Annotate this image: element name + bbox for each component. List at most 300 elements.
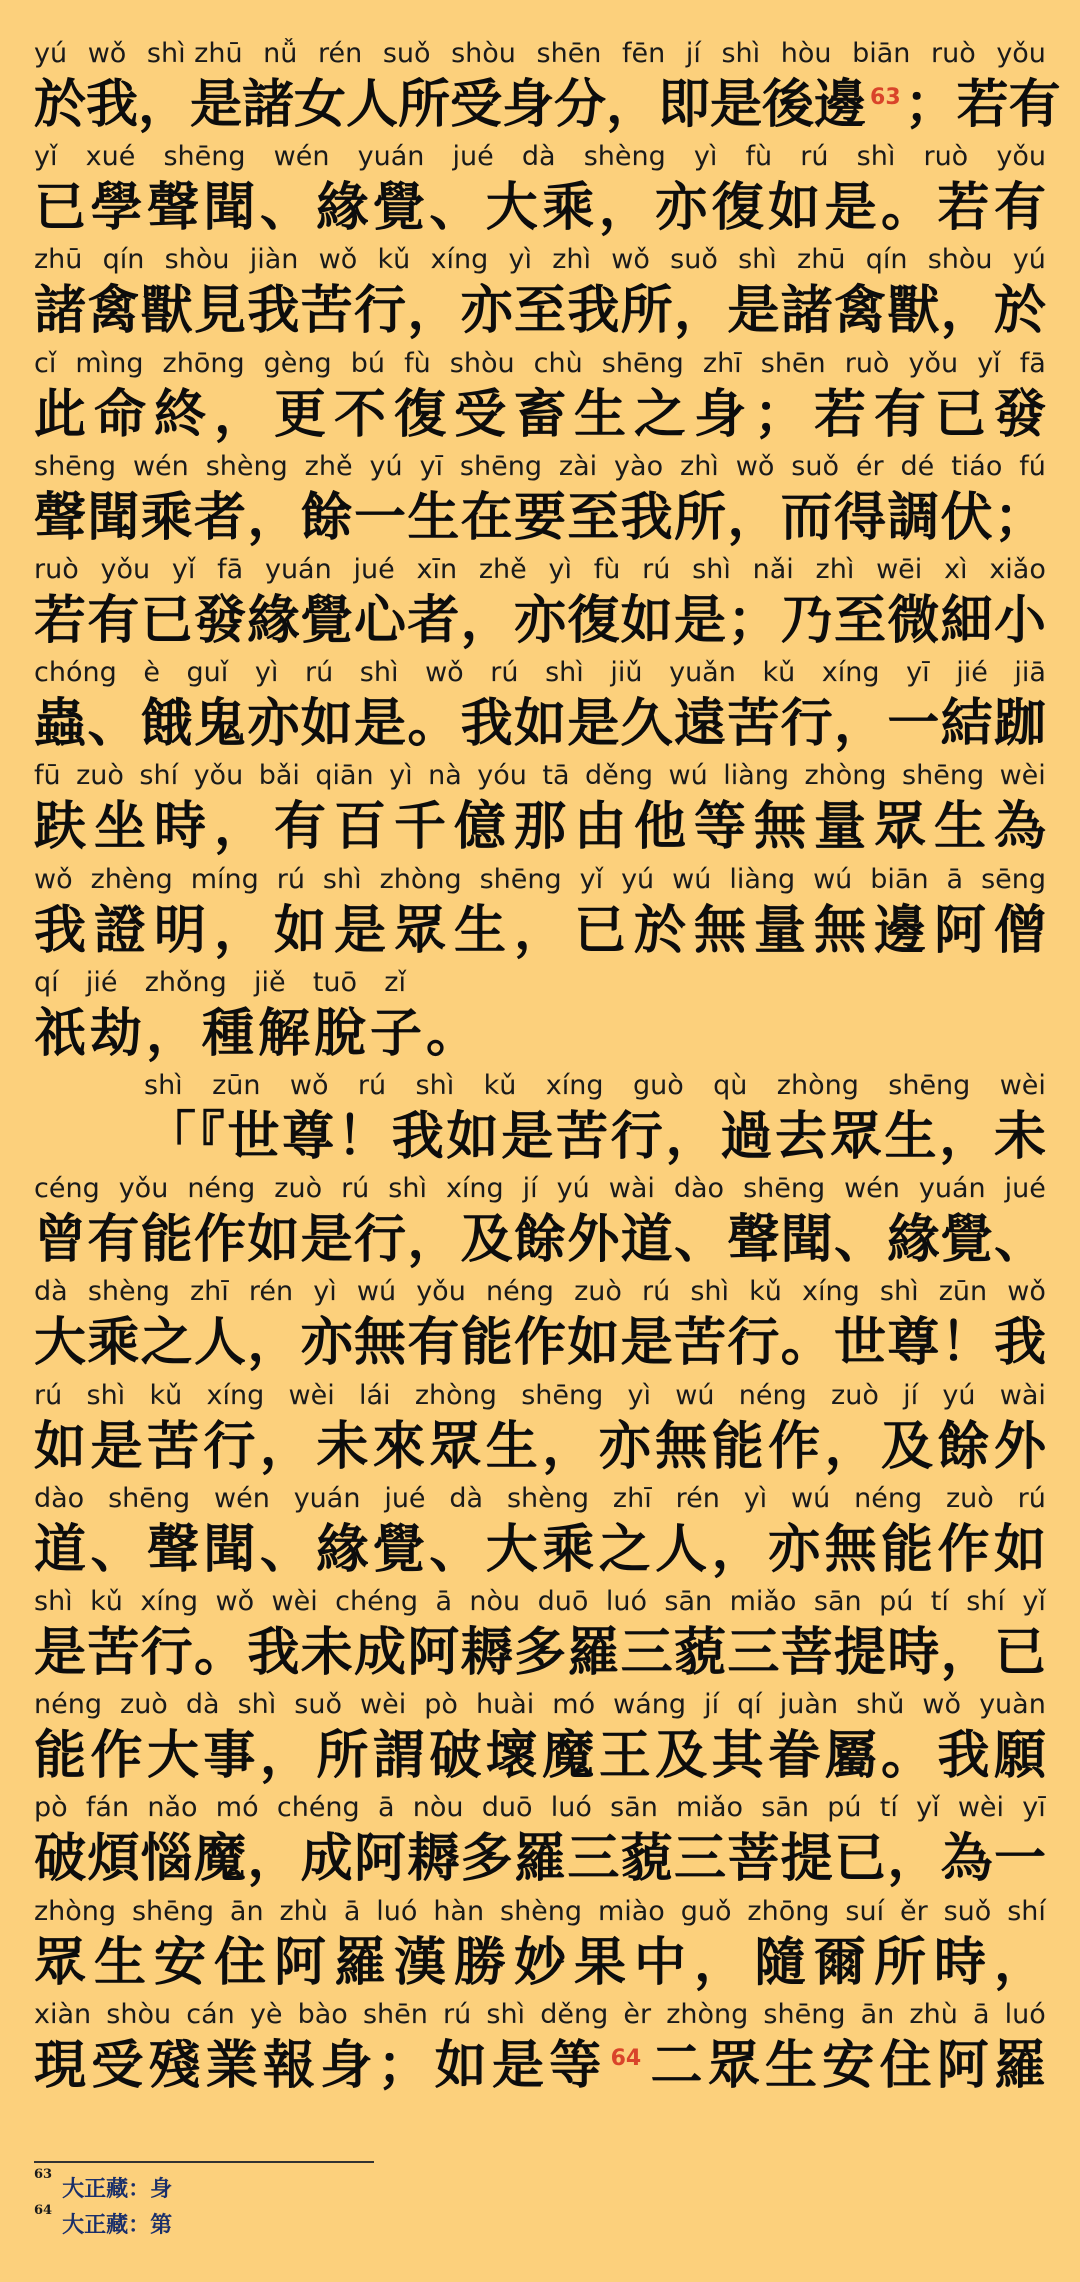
- footnote-64: $^{64}$大正藏：第: [34, 2202, 173, 2238]
- pinyin-syllable: sān: [813, 1586, 862, 1617]
- pinyin-syllable: ā: [343, 1895, 361, 1927]
- pinyin-syllable: kǔ: [483, 1070, 517, 1101]
- pinyin-syllable: zūn: [212, 1070, 261, 1101]
- pinyin-syllable: tuō: [312, 966, 358, 998]
- pinyin-syllable: jué: [452, 141, 494, 173]
- pinyin-syllable: zhòng: [414, 1379, 497, 1411]
- pinyin-syllable: fā: [1019, 347, 1046, 379]
- pinyin-syllable: néng: [854, 1482, 923, 1514]
- verse-line: [34, 864, 1046, 968]
- chinese-text-part: 曾有能作如是行，及餘外道、聲聞、緣覺、: [34, 1210, 1046, 1271]
- pinyin-syllable: zhǒng: [144, 966, 227, 998]
- pinyin-syllable: shì: [322, 863, 362, 895]
- pinyin-syllable: mìng: [75, 347, 144, 379]
- pinyin-syllable: shèng: [506, 1482, 590, 1514]
- pinyin-syllable: biān: [870, 863, 929, 895]
- pinyin-syllable: nǚ: [263, 38, 298, 69]
- pinyin-syllable: jué: [384, 1482, 426, 1514]
- pinyin-syllable: wú: [791, 1482, 831, 1514]
- pinyin-syllable: zhì: [680, 450, 719, 482]
- pinyin-syllable: duō: [481, 1792, 533, 1824]
- pinyin-row: [34, 244, 1046, 276]
- pinyin-syllable: xíng: [430, 244, 489, 276]
- pinyin-syllable: hàn: [433, 1895, 485, 1927]
- verse-line: [144, 1070, 1046, 1174]
- pinyin-syllable: yǒu: [100, 554, 151, 585]
- pinyin-syllable: shēng: [479, 863, 562, 895]
- pinyin-syllable: èr: [623, 1998, 652, 2030]
- pinyin-syllable: shēng: [743, 1173, 826, 1205]
- pinyin-syllable: děng: [540, 1998, 609, 2030]
- pinyin-row: [34, 1896, 1046, 1928]
- pinyin-syllable: jiàn: [249, 244, 299, 276]
- pinyin-syllable: yǐ: [916, 1792, 940, 1824]
- pinyin-syllable: shì: [879, 1276, 919, 1308]
- pinyin-row: [34, 348, 1046, 380]
- pinyin-syllable: qí: [34, 966, 59, 998]
- pinyin-syllable: qù: [713, 1070, 748, 1101]
- pinyin-syllable: miǎo: [729, 1586, 797, 1617]
- pinyin-syllable: zhì: [815, 554, 855, 585]
- pinyin-syllable: zhū: [34, 244, 83, 276]
- pinyin-syllable: yǒu: [996, 38, 1046, 69]
- pinyin-syllable: zūn: [938, 1276, 988, 1308]
- pinyin-syllable: shí: [1007, 1895, 1046, 1927]
- pinyin-syllable: shǔ: [856, 1689, 905, 1721]
- pinyin-syllable: zhě: [304, 450, 353, 482]
- pinyin-syllable: pò: [34, 1792, 68, 1824]
- pinyin-syllable: dào: [34, 1482, 85, 1514]
- pinyin-syllable: guǐ: [186, 657, 229, 689]
- pinyin-syllable: shí: [139, 760, 179, 792]
- chinese-text-part: 諸禽獸見我苦行，亦至我所，是諸禽獸，於: [34, 281, 1046, 342]
- pinyin-syllable: wǒ: [735, 450, 775, 482]
- chinese-text: [34, 796, 1046, 858]
- pinyin-syllable: tā: [542, 760, 570, 792]
- pinyin-syllable: rú: [34, 1379, 63, 1411]
- pinyin-syllable: wén: [844, 1173, 900, 1205]
- pinyin-syllable: zǐ: [384, 966, 406, 998]
- pinyin-syllable: yì: [627, 1379, 651, 1411]
- pinyin-syllable: wèi: [999, 760, 1046, 792]
- pinyin-syllable: zuò: [76, 760, 124, 792]
- pinyin-syllable: zuò: [574, 1276, 622, 1308]
- pinyin-syllable: ruò: [930, 38, 976, 69]
- chinese-text-part: 祇劫，種解脫子。: [34, 1003, 483, 1064]
- pinyin-syllable: suǒ: [791, 450, 839, 482]
- chinese-text: [34, 280, 1046, 342]
- verse-line: [34, 244, 1046, 348]
- footnote-63: $^{63}$大正藏：身: [34, 2166, 173, 2202]
- verse-line: [34, 554, 1046, 658]
- pinyin-syllable: jié: [85, 966, 118, 998]
- pinyin-syllable: děng: [585, 760, 654, 792]
- chinese-text-part: 若有已發緣覺心者，亦復如是；乃至微細小: [34, 591, 1046, 651]
- pinyin-syllable: qín: [102, 244, 145, 276]
- pinyin-syllable: yuán: [264, 554, 332, 585]
- pinyin-syllable: zhòng: [34, 1895, 117, 1927]
- pinyin-row: [34, 1792, 1046, 1824]
- pinyin-syllable: bǎi: [258, 760, 300, 792]
- pinyin-syllable: ā: [946, 863, 964, 895]
- pinyin-syllable: dà: [34, 1276, 68, 1308]
- verse-line: [34, 1999, 1046, 2103]
- pinyin-syllable: wǒ: [215, 1586, 255, 1617]
- pinyin-syllable: zhī: [189, 1276, 229, 1308]
- pinyin-syllable: ān: [860, 1998, 895, 2030]
- pinyin-syllable: sān: [761, 1792, 809, 1824]
- chinese-text: [34, 1828, 1046, 1890]
- pinyin-syllable: rú: [490, 657, 519, 689]
- chinese-text: [34, 590, 1046, 652]
- pinyin-syllable: rú: [800, 141, 829, 173]
- chinese-text-part: 如是苦行，未來眾生，亦無能作，及餘外: [34, 1416, 1046, 1477]
- pinyin-syllable: wén: [132, 450, 189, 482]
- pinyin-syllable: wǒ: [611, 244, 650, 276]
- pinyin-syllable: zhě: [478, 554, 527, 585]
- pinyin-syllable: shì: [144, 1070, 183, 1101]
- pinyin-syllable: yào: [614, 450, 664, 482]
- pinyin-syllable: wú: [813, 863, 853, 895]
- pinyin-syllable: shì zhū: [146, 38, 243, 69]
- verse-line: [34, 348, 1046, 452]
- chinese-text: [34, 384, 1046, 446]
- chinese-text-part: 是苦行。我未成阿耨多羅三藐三菩提時，已: [34, 1623, 1046, 1683]
- pinyin-syllable: jié: [956, 657, 988, 689]
- pinyin-syllable: shòu: [106, 1998, 172, 2030]
- pinyin-syllable: yuán: [293, 1482, 361, 1514]
- pinyin-row: [34, 1276, 1046, 1308]
- pinyin-syllable: ruò: [923, 141, 969, 173]
- chinese-text: [34, 74, 1061, 147]
- pinyin-syllable: yè: [249, 1998, 283, 2030]
- pinyin-syllable: shēn: [760, 347, 826, 379]
- pinyin-syllable: fēn: [622, 38, 666, 69]
- footnote-divider: [34, 2161, 374, 2163]
- pinyin-syllable: shēng: [521, 1379, 604, 1411]
- chinese-text-part: 已學聲聞、緣覺、大乘，亦復如是。若有: [34, 178, 1046, 239]
- pinyin-syllable: yǐ: [1022, 1586, 1046, 1617]
- pinyin-syllable: yóu: [477, 760, 527, 792]
- pinyin-syllable: zhī: [612, 1482, 652, 1514]
- pinyin-syllable: shì: [359, 657, 399, 689]
- pinyin-syllable: yì: [693, 141, 718, 173]
- pinyin-syllable: wǒ: [34, 863, 73, 895]
- pinyin-syllable: biān: [852, 38, 911, 69]
- pinyin-syllable: néng: [738, 1379, 807, 1411]
- chinese-text-part: 大乘之人，亦無有能作如是苦行。世尊！我: [34, 1313, 1046, 1374]
- chinese-text-part: 破煩惱魔，成阿耨多羅三藐三菩提已，為一: [34, 1829, 1046, 1890]
- pinyin-syllable: rú: [341, 1173, 370, 1205]
- pinyin-syllable: zuò: [274, 1173, 323, 1205]
- pinyin-syllable: kǔ: [762, 657, 796, 689]
- pinyin-syllable: yǒu: [118, 1173, 169, 1205]
- pinyin-row: [34, 38, 1046, 70]
- pinyin-syllable: yú: [34, 38, 68, 69]
- pinyin-syllable: shì: [388, 1173, 427, 1205]
- pinyin-syllable: yú: [1012, 244, 1046, 276]
- pinyin-syllable: jiě: [253, 966, 286, 998]
- chinese-text-part: 二眾生安住阿羅: [645, 2035, 1046, 2096]
- chinese-text-part: ；若有: [904, 75, 1061, 135]
- verse-line: [34, 1483, 1046, 1587]
- pinyin-syllable: shì: [690, 1276, 730, 1308]
- pinyin-syllable: xué: [85, 141, 136, 173]
- pinyin-syllable: huài: [475, 1689, 535, 1721]
- pinyin-syllable: sān: [610, 1792, 658, 1824]
- pinyin-syllable: xiàn: [34, 1998, 92, 2030]
- pinyin-syllable: xíng: [802, 1276, 860, 1308]
- pinyin-syllable: luó: [605, 1586, 647, 1617]
- pinyin-syllable: yuán: [357, 141, 425, 173]
- verse-line: [34, 1173, 1046, 1277]
- pinyin-syllable: fù: [404, 347, 431, 379]
- verse-line: [34, 760, 1046, 864]
- pinyin-syllable: dà: [185, 1689, 220, 1721]
- pinyin-syllable: kǔ: [749, 1276, 782, 1308]
- chinese-text: [34, 900, 1046, 962]
- pinyin-syllable: zhōng: [162, 347, 245, 379]
- pinyin-syllable: suǒ: [382, 38, 431, 69]
- pinyin-syllable: wèi: [271, 1586, 318, 1617]
- pinyin-syllable: jí: [522, 1173, 538, 1205]
- pinyin-syllable: wǒ: [922, 1689, 962, 1721]
- pinyin-syllable: wèi: [999, 1070, 1046, 1101]
- pinyin-syllable: rú: [642, 554, 671, 585]
- chinese-text-part: 於我，是諸女人所受身分，即是後邊: [34, 75, 867, 135]
- pinyin-syllable: shòu: [164, 244, 230, 276]
- verse-line: [34, 1792, 1046, 1896]
- pinyin-syllable: tí: [930, 1586, 949, 1617]
- pinyin-syllable: yì: [389, 760, 413, 792]
- chinese-text-part: 「『世尊！我如是苦行，過去眾生，未: [144, 1107, 1046, 1167]
- chinese-text: [34, 1416, 1046, 1478]
- chinese-text: [34, 487, 1046, 549]
- chinese-text-part: 道、聲聞、緣覺、大乘之人，亦無能作如: [34, 1519, 1046, 1580]
- pinyin-syllable: yǒu: [193, 760, 244, 792]
- pinyin-syllable: suǒ: [294, 1689, 342, 1721]
- pinyin-syllable: sān: [664, 1586, 713, 1617]
- pinyin-syllable: wǒ: [87, 38, 127, 69]
- pinyin-syllable: shì: [721, 38, 761, 69]
- pinyin-syllable: wèi: [360, 1689, 407, 1721]
- footnote-marker[interactable]: 63: [870, 85, 901, 110]
- pinyin-syllable: wài: [999, 1379, 1046, 1411]
- pinyin-syllable: dà: [449, 1482, 484, 1514]
- pinyin-syllable: nǎo: [147, 1792, 198, 1824]
- chinese-text: [144, 1106, 1046, 1168]
- pinyin-syllable: fū: [34, 760, 61, 792]
- pinyin-syllable: yǒu: [416, 1276, 466, 1308]
- pinyin-row: [144, 1070, 1046, 1102]
- pinyin-syllable: rén: [317, 38, 363, 69]
- pinyin-syllable: wǒ: [425, 657, 464, 689]
- pinyin-syllable: shèng: [87, 1276, 170, 1308]
- pinyin-syllable: xì: [944, 554, 968, 585]
- chinese-text: [34, 2035, 1046, 2108]
- pinyin-syllable: yǒu: [996, 141, 1046, 173]
- pinyin-syllable: shì: [415, 1070, 455, 1101]
- pinyin-syllable: shèng: [205, 450, 288, 482]
- pinyin-syllable: wén: [273, 141, 330, 173]
- pinyin-syllable: fán: [85, 1792, 130, 1824]
- verse-line: [34, 1380, 1046, 1484]
- pinyin-syllable: fù: [745, 141, 773, 173]
- pinyin-syllable: zhī: [702, 347, 742, 379]
- pinyin-syllable: wèi: [957, 1792, 1005, 1824]
- pinyin-syllable: nòu: [412, 1792, 464, 1824]
- pinyin-syllable: wén: [214, 1482, 270, 1514]
- chinese-text-part: 我證明，如是眾生，已於無量無邊阿僧: [34, 900, 1046, 961]
- pinyin-syllable: rén: [248, 1276, 294, 1308]
- pinyin-syllable: duō: [537, 1586, 589, 1617]
- pinyin-syllable: zuò: [831, 1379, 879, 1411]
- verse-line: [34, 1586, 1046, 1690]
- pinyin-syllable: chéng: [276, 1792, 360, 1824]
- pinyin-syllable: shēng: [888, 1070, 971, 1101]
- pinyin-syllable: rú: [276, 863, 305, 895]
- pinyin-syllable: qí: [737, 1689, 762, 1721]
- pinyin-syllable: rú: [443, 1998, 472, 2030]
- pinyin-row: [34, 554, 1046, 586]
- pinyin-syllable: yuàn: [979, 1689, 1046, 1721]
- pinyin-syllable: zhì: [552, 244, 592, 276]
- pinyin-syllable: ruò: [34, 554, 79, 585]
- pinyin-syllable: yuǎn: [669, 657, 736, 689]
- pinyin-syllable: nòu: [469, 1586, 521, 1617]
- pinyin-row: [34, 967, 406, 999]
- pinyin-syllable: shòu: [451, 38, 516, 69]
- pinyin-syllable: zuò: [945, 1482, 994, 1514]
- pinyin-syllable: sēng: [981, 863, 1046, 895]
- pinyin-syllable: chù: [533, 347, 583, 379]
- pinyin-syllable: qiān: [315, 760, 374, 792]
- chinese-text: [34, 1209, 1046, 1271]
- pinyin-syllable: jué: [1004, 1173, 1046, 1205]
- chinese-text: [34, 1519, 1046, 1581]
- pinyin-syllable: rú: [304, 657, 334, 689]
- pinyin-syllable: zuò: [120, 1689, 168, 1721]
- pinyin-row: [34, 141, 1046, 173]
- pinyin-syllable: zhòng: [776, 1070, 859, 1101]
- pinyin-syllable: wēi: [876, 554, 923, 585]
- pinyin-syllable: fù: [593, 554, 621, 585]
- pinyin-row: [34, 760, 1046, 792]
- pinyin-syllable: qín: [865, 244, 908, 276]
- pinyin-syllable: yǐ: [34, 141, 58, 173]
- pinyin-syllable: miǎo: [676, 1792, 744, 1824]
- pinyin-syllable: dé: [900, 450, 935, 482]
- verse-line: [34, 38, 1061, 142]
- pinyin-syllable: ěr: [899, 1895, 928, 1927]
- pinyin-syllable: tí: [879, 1792, 898, 1824]
- pinyin-syllable: néng: [485, 1276, 554, 1308]
- pinyin-syllable: shēng: [131, 1895, 215, 1927]
- chinese-text: [34, 1003, 1046, 1065]
- pinyin-syllable: pú: [879, 1586, 914, 1617]
- verse-line: [34, 967, 1046, 1071]
- pinyin-syllable: wú: [672, 863, 712, 895]
- pinyin-syllable: nǎi: [752, 554, 794, 585]
- pinyin-row: [34, 657, 1046, 689]
- chinese-text: [34, 1312, 1046, 1374]
- pinyin-syllable: rú: [642, 1276, 671, 1308]
- pinyin-syllable: dà: [521, 141, 556, 173]
- chinese-text: [34, 177, 1046, 239]
- pinyin-syllable: shēn: [536, 38, 602, 69]
- pinyin-syllable: wú: [675, 1379, 715, 1411]
- pinyin-syllable: yú: [556, 1173, 590, 1205]
- pinyin-syllable: fú: [1019, 450, 1046, 482]
- pinyin-syllable: wǒ: [1007, 1276, 1046, 1308]
- pinyin-syllable: wài: [608, 1173, 655, 1205]
- pinyin-syllable: xíng: [821, 657, 880, 689]
- pinyin-syllable: chéng: [335, 1586, 418, 1617]
- pinyin-syllable: yì: [313, 1276, 337, 1308]
- pinyin-syllable: néng: [34, 1689, 102, 1721]
- pinyin-syllable: ruò: [844, 347, 890, 379]
- pinyin-syllable: xíng: [140, 1586, 199, 1617]
- pinyin-row: [34, 864, 1046, 896]
- pinyin-syllable: yì: [743, 1482, 768, 1514]
- pinyin-row: [34, 1689, 1046, 1721]
- pinyin-syllable: guò: [632, 1070, 684, 1101]
- pinyin-syllable: miào: [597, 1895, 665, 1927]
- pinyin-syllable: zhòng: [379, 863, 462, 895]
- pinyin-syllable: juàn: [779, 1689, 839, 1721]
- pinyin-syllable: yì: [254, 657, 279, 689]
- pinyin-syllable: bú: [350, 347, 386, 379]
- pinyin-syllable: è: [143, 657, 160, 689]
- pinyin-syllable: rén: [675, 1482, 720, 1514]
- pinyin-syllable: zhù: [279, 1895, 328, 1927]
- pinyin-syllable: guǒ: [680, 1895, 732, 1927]
- pinyin-syllable: chóng: [34, 657, 117, 689]
- pinyin-syllable: xīn: [416, 554, 458, 585]
- pinyin-syllable: shēn: [362, 1998, 428, 2030]
- pinyin-syllable: ā: [377, 1792, 395, 1824]
- pinyin-syllable: dào: [673, 1173, 725, 1205]
- pinyin-syllable: xíng: [445, 1173, 504, 1205]
- pinyin-syllable: yǐ: [579, 863, 604, 895]
- pinyin-syllable: tiáo: [951, 450, 1003, 482]
- pinyin-row: [34, 1483, 1046, 1515]
- verse-line: [34, 657, 1046, 761]
- pinyin-syllable: yǐ: [171, 554, 196, 585]
- pinyin-syllable: wèi: [288, 1379, 335, 1411]
- pinyin-syllable: jiǔ: [610, 657, 643, 689]
- pinyin-syllable: kǔ: [90, 1586, 123, 1617]
- pinyin-syllable: yǐ: [977, 347, 1001, 379]
- verse-line: [34, 451, 1046, 555]
- pinyin-syllable: zài: [558, 450, 598, 482]
- pinyin-syllable: bào: [297, 1998, 348, 2030]
- pinyin-syllable: pú: [827, 1792, 862, 1824]
- pinyin-syllable: pò: [424, 1689, 458, 1721]
- pinyin-syllable: hòu: [780, 38, 832, 69]
- footnote-marker[interactable]: 64: [610, 2045, 642, 2071]
- pinyin-syllable: liàng: [723, 760, 790, 792]
- pinyin-syllable: mó: [552, 1689, 596, 1721]
- pinyin-syllable: cán: [186, 1998, 235, 2030]
- pinyin-syllable: wǒ: [318, 244, 358, 276]
- pinyin-syllable: xiǎo: [989, 554, 1046, 585]
- pinyin-syllable: yī: [1022, 1792, 1046, 1824]
- pinyin-syllable: shèng: [500, 1895, 583, 1927]
- pinyin-syllable: zhōng: [747, 1895, 830, 1927]
- chinese-text-part: 此命終，更不復受畜生之身；若有已發: [34, 384, 1046, 445]
- pinyin-syllable: shòu: [449, 347, 515, 379]
